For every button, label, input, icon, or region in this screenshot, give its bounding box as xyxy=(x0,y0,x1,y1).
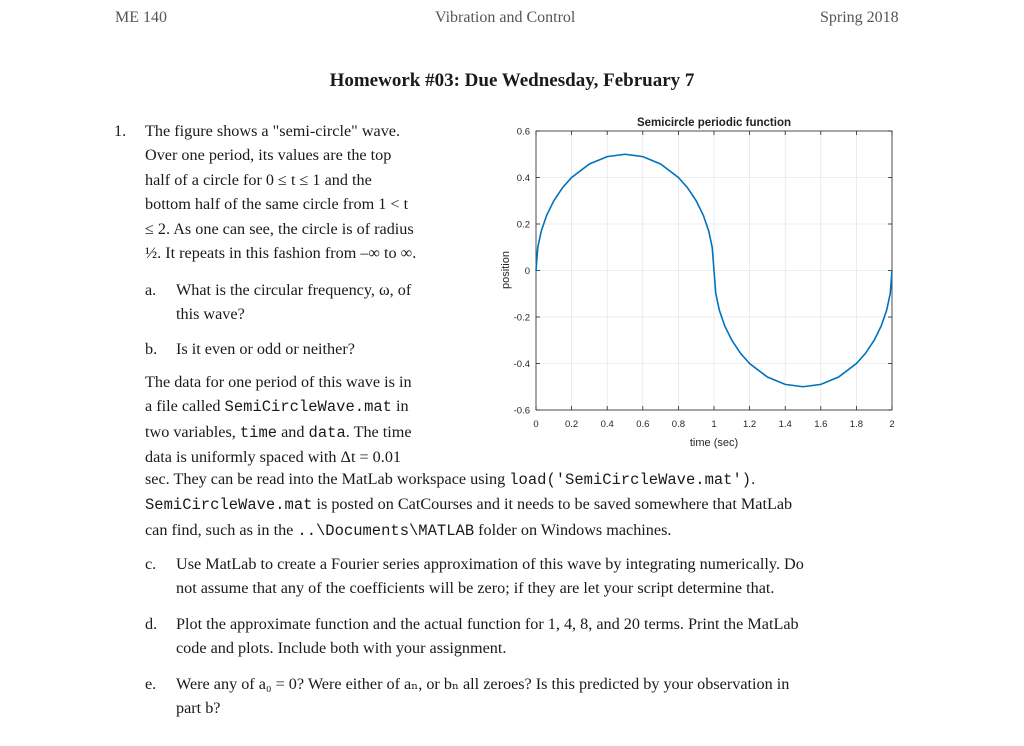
x-tick-label: 0.6 xyxy=(636,419,650,430)
part-b-label: b. xyxy=(145,340,158,358)
x-tick-label: 0 xyxy=(533,419,539,430)
y-tick-label: -0.2 xyxy=(513,312,530,324)
x-tick-label: 1.8 xyxy=(849,419,864,430)
header-subject: Vibration and Control xyxy=(435,9,576,26)
var-data-code: data xyxy=(308,423,346,442)
y-tick-label: 0.4 xyxy=(516,173,530,184)
x-tick-label: 1.2 xyxy=(742,419,757,430)
x-tick-label: 1.4 xyxy=(778,419,792,430)
folder-path-code: ..\Documents\MATLAB xyxy=(297,521,475,540)
part-e-line: Were any of a₀ = 0? Were either of aₙ, or bₙ all zeroes? Is this predicted by your observation in xyxy=(176,675,790,693)
y-tick-label: 0.2 xyxy=(516,219,530,231)
data-line-2 xyxy=(145,394,485,419)
data-line-1: The data for one period of this wave is in xyxy=(145,373,412,391)
intro-line: The figure shows a "semi-circle" wave. xyxy=(145,122,401,140)
y-tick-label: -0.4 xyxy=(513,359,530,370)
page-title: Homework #03: Due Wednesday, February 7 xyxy=(329,70,695,91)
x-tick-label: 0.4 xyxy=(600,419,614,430)
part-d-line: code and plots. Include both with your assignment. xyxy=(176,639,507,658)
text: and xyxy=(277,422,309,441)
data-line-6 xyxy=(145,492,925,517)
text: two variables, xyxy=(145,422,240,441)
var-time-code: time xyxy=(239,423,278,442)
x-tick-label: 2 xyxy=(889,419,895,430)
x-tick-label: 0.2 xyxy=(564,419,579,430)
filename-code: SemiCircleWave.mat xyxy=(145,496,313,515)
part-c-line: not assume that any of the coefficients will be zero; if they are let your script determine that. xyxy=(176,579,775,598)
x-tick-label: 1.6 xyxy=(814,419,828,430)
intro-line: Over one period, its values are the top xyxy=(145,146,392,165)
y-ticks xyxy=(514,127,892,417)
text: folder on Windows machines. xyxy=(474,520,672,539)
part-e-text xyxy=(176,672,936,721)
part-a-text xyxy=(176,278,476,327)
part-a-line: What is the circular frequency, ω, of xyxy=(176,281,412,299)
text: in xyxy=(391,397,409,416)
part-a-line: this wave? xyxy=(176,305,245,324)
data-line-7 xyxy=(145,518,925,543)
part-c-label: c. xyxy=(145,555,157,573)
x-tick-label: 0.8 xyxy=(671,419,686,430)
intro-line: ≤ 2. As one can see, the circle is of radius xyxy=(145,219,414,238)
chart-title: Semicircle periodic function xyxy=(636,117,792,129)
text: a file called xyxy=(145,397,225,416)
text: sec. They can be read into the MatLab workspace using xyxy=(145,470,510,488)
part-d-text xyxy=(176,612,936,661)
data-paragraph xyxy=(145,370,485,470)
part-a-label: a. xyxy=(145,281,157,299)
intro-line: ½. It repeats in this fashion from –∞ to ∞. xyxy=(145,244,417,263)
x-tick-label: 1 xyxy=(711,419,717,430)
text: . xyxy=(751,470,756,488)
part-c-text xyxy=(176,552,936,601)
intro-line: bottom half of the same circle from 1 < t xyxy=(145,195,409,214)
part-d-line: Plot the approximate function and the actual function for 1, 4, 8, and 20 terms. Print the MatLab xyxy=(176,615,799,633)
part-e-line: part b? xyxy=(176,699,221,718)
header-course: ME 140 xyxy=(115,9,167,26)
header-term: Spring 2018 xyxy=(820,9,899,26)
part-c-line: Use MatLab to create a Fourier series approximation of this wave by integrating numerically. Do xyxy=(176,555,804,573)
part-e-label: e. xyxy=(145,675,157,693)
problem-intro xyxy=(145,119,475,265)
y-tick-label: 0.6 xyxy=(516,126,530,138)
part-b-text: Is it even or odd or neither? xyxy=(176,340,355,358)
text: . The time xyxy=(345,422,412,441)
intro-line: half of a circle for 0 ≤ t ≤ 1 and the xyxy=(145,170,372,189)
x-axis-label: time (sec) xyxy=(689,437,739,449)
y-axis-label: position xyxy=(500,251,512,289)
semicircle-chart xyxy=(485,108,910,458)
data-line-4: data is uniformly spaced with Δt = 0.01 xyxy=(145,448,402,467)
y-tick-label: -0.6 xyxy=(513,405,530,417)
text: can find, such as in the xyxy=(145,520,298,539)
data-paragraph-full xyxy=(145,467,925,543)
part-d-label: d. xyxy=(145,615,158,633)
y-tick-label: 0 xyxy=(524,266,530,277)
load-command-code: load('SemiCircleWave.mat') xyxy=(509,471,752,489)
problem-number: 1. xyxy=(114,122,127,140)
text: is posted on CatCourses and it needs to be saved somewhere that MatLab xyxy=(312,495,793,514)
data-line-5 xyxy=(145,467,925,492)
data-line-3 xyxy=(145,420,485,445)
filename-code: SemiCircleWave.mat xyxy=(224,398,392,417)
